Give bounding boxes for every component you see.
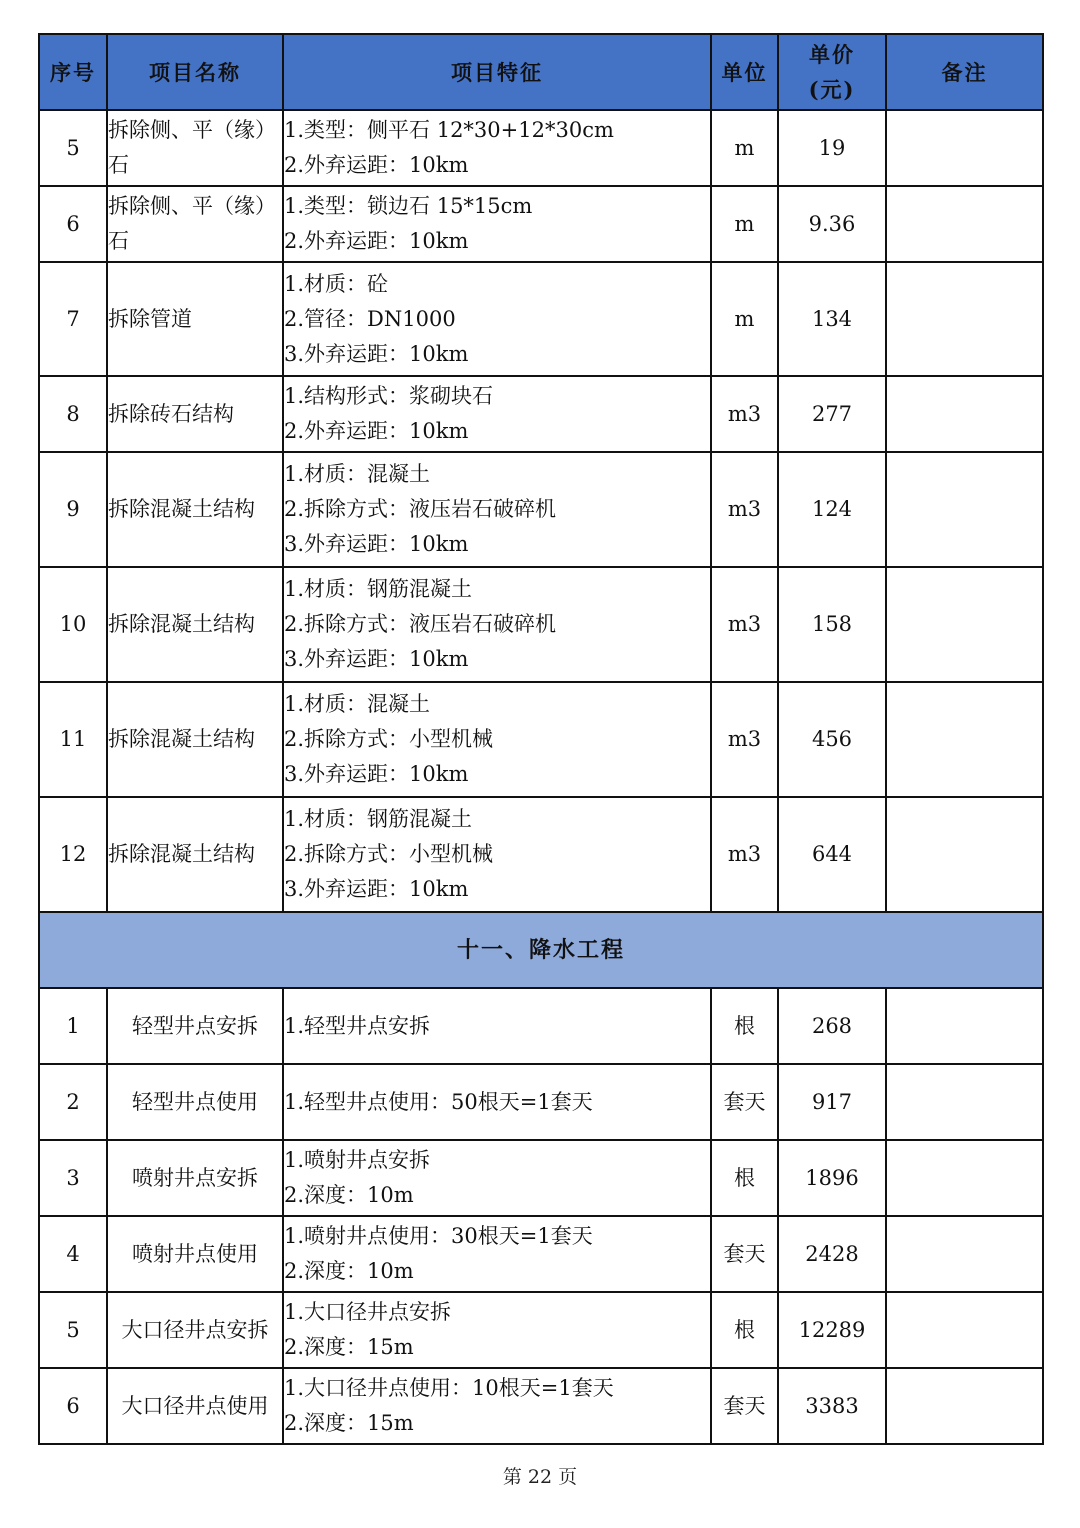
row-price: 158 xyxy=(778,567,886,682)
feature-line: 2.外弃运距：10km xyxy=(284,229,469,253)
row-name: 拆除侧、平（缘）石 xyxy=(107,110,283,186)
feature-line: 1.材质：钢筋混凝土 xyxy=(284,577,473,601)
row-remark xyxy=(886,1292,1043,1368)
feature-line: 2.深度：10m xyxy=(284,1259,414,1283)
row-remark xyxy=(886,110,1043,186)
table-row xyxy=(39,452,1043,567)
table-row xyxy=(39,988,1043,1064)
feature-line: 1.类型：锁边石 15*15cm xyxy=(284,194,533,218)
row-name: 大口径井点安拆 xyxy=(107,1292,283,1368)
row-remark xyxy=(886,452,1043,567)
feature-line: 2.深度：15m xyxy=(284,1411,414,1435)
row-unit: m3 xyxy=(711,797,778,912)
table-row xyxy=(39,186,1043,262)
row-feature xyxy=(283,797,711,912)
table-row xyxy=(39,110,1043,186)
row-unit: m3 xyxy=(711,682,778,797)
row-seq: 4 xyxy=(39,1216,107,1292)
row-price: 644 xyxy=(778,797,886,912)
header-price-line1: 单价 xyxy=(809,42,855,67)
row-seq: 11 xyxy=(39,682,107,797)
row-unit: m xyxy=(711,262,778,376)
feature-line: 2.拆除方式：液压岩石破碎机 xyxy=(284,497,557,521)
row-feature xyxy=(283,1292,711,1368)
feature-line: 3.外弃运距：10km xyxy=(284,762,469,786)
row-price: 12289 xyxy=(778,1292,886,1368)
header-price xyxy=(778,34,886,110)
table-row xyxy=(39,1216,1043,1292)
feature-line: 3.外弃运距：10km xyxy=(284,647,469,671)
row-unit: 根 xyxy=(711,988,778,1064)
row-price: 19 xyxy=(778,110,886,186)
feature-line: 2.管径：DN1000 xyxy=(284,306,456,331)
row-remark xyxy=(886,186,1043,262)
row-remark xyxy=(886,797,1043,912)
row-name: 拆除砖石结构 xyxy=(107,376,283,452)
row-remark xyxy=(886,682,1043,797)
table-row xyxy=(39,1368,1043,1444)
row-seq: 12 xyxy=(39,797,107,912)
table-row xyxy=(39,1140,1043,1216)
row-feature xyxy=(283,110,711,186)
row-remark xyxy=(886,567,1043,682)
table-row xyxy=(39,567,1043,682)
row-price: 277 xyxy=(778,376,886,452)
feature-line: 1.喷射井点安拆 xyxy=(284,1148,431,1172)
feature-line: 1.结构形式：浆砌块石 xyxy=(284,384,494,408)
row-unit: 套天 xyxy=(711,1216,778,1292)
feature-line: 2.拆除方式：小型机械 xyxy=(284,727,494,751)
row-remark xyxy=(886,1216,1043,1292)
row-name: 拆除管道 xyxy=(107,262,283,376)
row-seq: 7 xyxy=(39,262,107,376)
row-feature xyxy=(283,1368,711,1444)
row-name: 拆除混凝土结构 xyxy=(107,567,283,682)
table-row xyxy=(39,682,1043,797)
table-row xyxy=(39,376,1043,452)
row-seq: 8 xyxy=(39,376,107,452)
feature-line: 2.外弃运距：10km xyxy=(284,419,469,443)
feature-line: 1.类型：侧平石 12*30+12*30cm xyxy=(284,118,614,142)
row-feature xyxy=(283,186,711,262)
section-row xyxy=(39,912,1043,988)
row-feature xyxy=(283,262,711,376)
row-seq: 1 xyxy=(39,988,107,1064)
row-feature xyxy=(283,1140,711,1216)
row-seq: 2 xyxy=(39,1064,107,1140)
row-remark xyxy=(886,1140,1043,1216)
feature-line: 1.轻型井点使用：50根天=1套天 xyxy=(284,1089,593,1114)
feature-line: 1.大口径井点安拆 xyxy=(284,1300,452,1324)
row-name: 轻型井点安拆 xyxy=(107,988,283,1064)
row-price: 3383 xyxy=(778,1368,886,1444)
row-name: 拆除侧、平（缘）石 xyxy=(107,186,283,262)
row-price: 1896 xyxy=(778,1140,886,1216)
row-feature xyxy=(283,1064,711,1140)
row-price: 456 xyxy=(778,682,886,797)
row-unit: m xyxy=(711,186,778,262)
header-seq: 序号 xyxy=(39,34,107,110)
feature-line: 1.大口径井点使用：10根天=1套天 xyxy=(284,1376,614,1400)
row-seq: 6 xyxy=(39,186,107,262)
feature-line: 2.深度：10m xyxy=(284,1183,414,1207)
row-feature xyxy=(283,452,711,567)
row-name: 拆除混凝土结构 xyxy=(107,797,283,912)
table-row xyxy=(39,1292,1043,1368)
row-price: 917 xyxy=(778,1064,886,1140)
feature-line: 2.深度：15m xyxy=(284,1335,414,1359)
row-remark xyxy=(886,376,1043,452)
section-title: 十一、降水工程 xyxy=(39,912,1043,988)
row-unit: 根 xyxy=(711,1292,778,1368)
row-feature xyxy=(283,567,711,682)
table-row xyxy=(39,1064,1043,1140)
price-table xyxy=(38,33,1044,1445)
row-name: 喷射井点使用 xyxy=(107,1216,283,1292)
header-price-line2: (元) xyxy=(808,77,856,102)
feature-line: 1.材质：混凝土 xyxy=(284,462,431,486)
row-name: 拆除混凝土结构 xyxy=(107,452,283,567)
header-feature: 项目特征 xyxy=(283,34,711,110)
row-name: 拆除混凝土结构 xyxy=(107,682,283,797)
feature-line: 2.拆除方式：小型机械 xyxy=(284,842,494,866)
header-unit: 单位 xyxy=(711,34,778,110)
feature-line: 1.喷射井点使用：30根天=1套天 xyxy=(284,1224,593,1248)
row-seq: 3 xyxy=(39,1140,107,1216)
row-seq: 5 xyxy=(39,110,107,186)
row-unit: 根 xyxy=(711,1140,778,1216)
feature-line: 1.材质：混凝土 xyxy=(284,692,431,716)
row-unit: m3 xyxy=(711,567,778,682)
feature-line: 3.外弃运距：10km xyxy=(284,532,469,556)
row-remark xyxy=(886,988,1043,1064)
row-feature xyxy=(283,1216,711,1292)
row-unit: 套天 xyxy=(711,1368,778,1444)
feature-line: 3.外弃运距：10km xyxy=(284,877,469,901)
row-price: 124 xyxy=(778,452,886,567)
feature-line: 2.拆除方式：液压岩石破碎机 xyxy=(284,612,557,636)
feature-line: 1.材质：钢筋混凝土 xyxy=(284,807,473,831)
table-row xyxy=(39,262,1043,376)
row-unit: 套天 xyxy=(711,1064,778,1140)
row-remark xyxy=(886,262,1043,376)
table-header-row xyxy=(39,34,1043,110)
row-price: 134 xyxy=(778,262,886,376)
row-seq: 9 xyxy=(39,452,107,567)
row-name: 轻型井点使用 xyxy=(107,1064,283,1140)
table-row xyxy=(39,797,1043,912)
feature-line: 1.材质：砼 xyxy=(284,271,389,296)
row-unit: m3 xyxy=(711,452,778,567)
row-seq: 5 xyxy=(39,1292,107,1368)
row-unit: m xyxy=(711,110,778,186)
row-feature xyxy=(283,376,711,452)
page-number: 第 22 页 xyxy=(502,1466,578,1488)
row-price: 9.36 xyxy=(778,186,886,262)
row-price: 268 xyxy=(778,988,886,1064)
feature-line: 3.外弃运距：10km xyxy=(284,341,469,366)
feature-line: 2.外弃运距：10km xyxy=(284,153,469,177)
row-feature xyxy=(283,682,711,797)
row-price: 2428 xyxy=(778,1216,886,1292)
row-name: 大口径井点使用 xyxy=(107,1368,283,1444)
row-name: 喷射井点安拆 xyxy=(107,1140,283,1216)
row-remark xyxy=(886,1368,1043,1444)
row-seq: 6 xyxy=(39,1368,107,1444)
header-remark: 备注 xyxy=(886,34,1043,110)
row-seq: 10 xyxy=(39,567,107,682)
header-name: 项目名称 xyxy=(107,34,283,110)
feature-line: 1.轻型井点安拆 xyxy=(284,1013,431,1038)
row-unit: m3 xyxy=(711,376,778,452)
row-remark xyxy=(886,1064,1043,1140)
row-feature xyxy=(283,988,711,1064)
